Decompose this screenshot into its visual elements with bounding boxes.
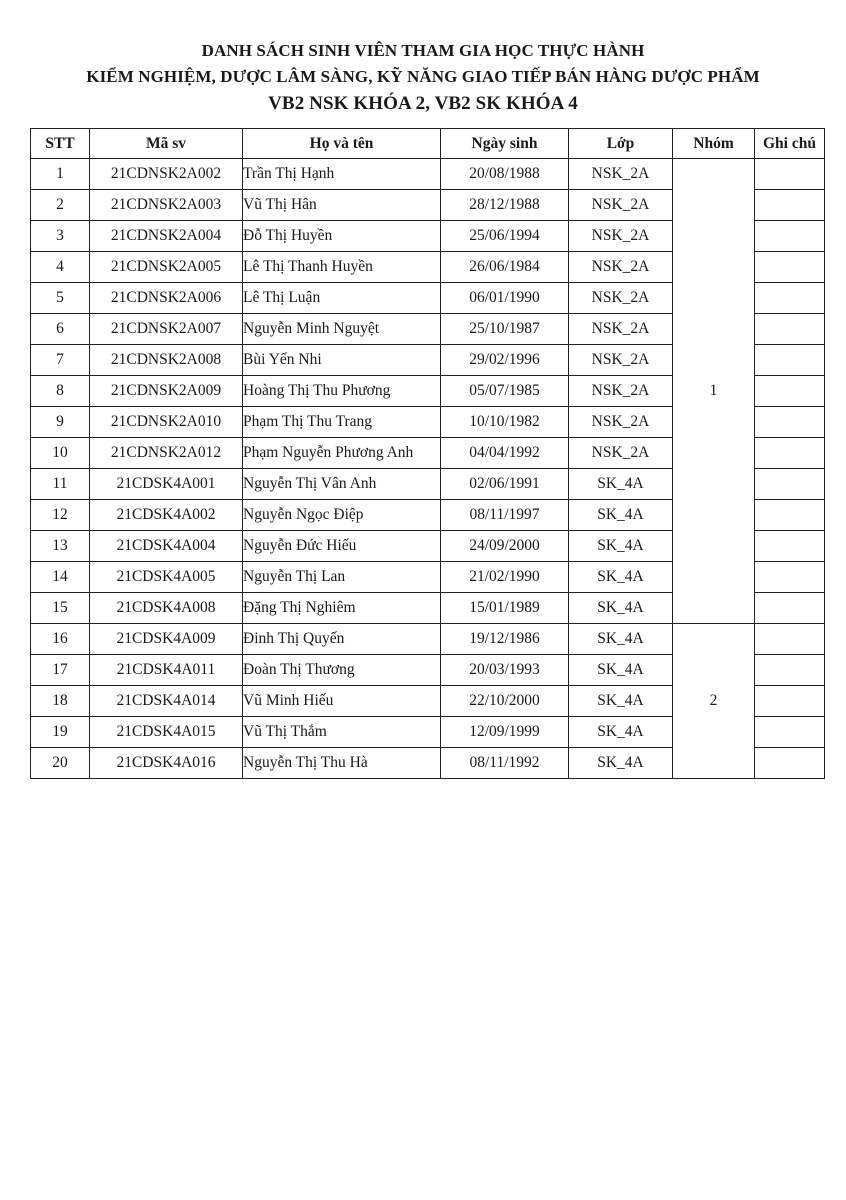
cell-full-name: Vũ Thị Thắm xyxy=(243,717,441,748)
cell-stt: 1 xyxy=(31,159,90,190)
cell-class: SK_4A xyxy=(569,469,673,500)
cell-class: NSK_2A xyxy=(569,190,673,221)
cell-note xyxy=(755,190,825,221)
cell-stt: 14 xyxy=(31,562,90,593)
cell-student-id: 21CDNSK2A009 xyxy=(90,376,243,407)
cell-stt: 5 xyxy=(31,283,90,314)
cell-class: SK_4A xyxy=(569,562,673,593)
cell-full-name: Nguyễn Thị Thu Hà xyxy=(243,748,441,779)
cell-full-name: Vũ Thị Hân xyxy=(243,190,441,221)
cell-student-id: 21CDSK4A011 xyxy=(90,655,243,686)
cell-note xyxy=(755,252,825,283)
cell-stt: 12 xyxy=(31,500,90,531)
cell-stt: 20 xyxy=(31,748,90,779)
cell-class: NSK_2A xyxy=(569,221,673,252)
cell-note xyxy=(755,686,825,717)
cell-birth-date: 20/08/1988 xyxy=(441,159,569,190)
cell-birth-date: 06/01/1990 xyxy=(441,283,569,314)
cell-class: NSK_2A xyxy=(569,438,673,469)
cell-stt: 19 xyxy=(31,717,90,748)
cell-student-id: 21CDNSK2A003 xyxy=(90,190,243,221)
title-line-3: VB2 NSK KHÓA 2, VB2 SK KHÓA 4 xyxy=(268,93,578,114)
cell-note xyxy=(755,748,825,779)
cell-class: SK_4A xyxy=(569,748,673,779)
cell-full-name: Phạm Nguyễn Phương Anh xyxy=(243,438,441,469)
cell-student-id: 21CDSK4A001 xyxy=(90,469,243,500)
cell-note xyxy=(755,221,825,252)
header-full-name: Họ và tên xyxy=(243,129,441,159)
cell-student-id: 21CDNSK2A010 xyxy=(90,407,243,438)
cell-birth-date: 19/12/1986 xyxy=(441,624,569,655)
cell-birth-date: 25/06/1994 xyxy=(441,221,569,252)
cell-stt: 11 xyxy=(31,469,90,500)
cell-note xyxy=(755,438,825,469)
cell-birth-date: 26/06/1984 xyxy=(441,252,569,283)
cell-full-name: Lê Thị Thanh Huyền xyxy=(243,252,441,283)
table-row xyxy=(31,159,825,190)
cell-class: SK_4A xyxy=(569,624,673,655)
cell-student-id: 21CDSK4A015 xyxy=(90,717,243,748)
cell-stt: 10 xyxy=(31,438,90,469)
cell-class: SK_4A xyxy=(569,655,673,686)
cell-class: SK_4A xyxy=(569,593,673,624)
cell-birth-date: 02/06/1991 xyxy=(441,469,569,500)
cell-class: NSK_2A xyxy=(569,376,673,407)
cell-student-id: 21CDSK4A009 xyxy=(90,624,243,655)
cell-stt: 4 xyxy=(31,252,90,283)
cell-class: SK_4A xyxy=(569,686,673,717)
cell-stt: 8 xyxy=(31,376,90,407)
cell-class: SK_4A xyxy=(569,500,673,531)
cell-group: 2 xyxy=(673,624,755,779)
cell-student-id: 21CDNSK2A005 xyxy=(90,252,243,283)
cell-student-id: 21CDSK4A004 xyxy=(90,531,243,562)
cell-stt: 13 xyxy=(31,531,90,562)
cell-class: NSK_2A xyxy=(569,283,673,314)
title-line-2: KIỂM NGHIỆM, DƯỢC LÂM SÀNG, KỸ NĂNG GIAO TIẾP BÁN HÀNG DƯỢC PHẨM xyxy=(86,67,760,86)
cell-group: 1 xyxy=(673,159,755,624)
cell-stt: 18 xyxy=(31,686,90,717)
cell-birth-date: 24/09/2000 xyxy=(441,531,569,562)
cell-birth-date: 21/02/1990 xyxy=(441,562,569,593)
cell-student-id: 21CDSK4A005 xyxy=(90,562,243,593)
header-stt: STT xyxy=(31,129,90,159)
cell-birth-date: 12/09/1999 xyxy=(441,717,569,748)
table-row xyxy=(31,624,825,655)
cell-student-id: 21CDNSK2A002 xyxy=(90,159,243,190)
cell-full-name: Đoàn Thị Thương xyxy=(243,655,441,686)
cell-full-name: Nguyễn Minh Nguyệt xyxy=(243,314,441,345)
header-class: Lớp xyxy=(569,129,673,159)
cell-full-name: Bùi Yến Nhi xyxy=(243,345,441,376)
cell-full-name: Nguyễn Đức Hiếu xyxy=(243,531,441,562)
cell-note xyxy=(755,593,825,624)
header-note: Ghi chú xyxy=(755,129,825,159)
cell-class: NSK_2A xyxy=(569,407,673,438)
cell-note xyxy=(755,469,825,500)
cell-note xyxy=(755,562,825,593)
cell-stt: 9 xyxy=(31,407,90,438)
cell-student-id: 21CDNSK2A008 xyxy=(90,345,243,376)
cell-birth-date: 04/04/1992 xyxy=(441,438,569,469)
cell-class: NSK_2A xyxy=(569,314,673,345)
cell-note xyxy=(755,345,825,376)
cell-stt: 17 xyxy=(31,655,90,686)
cell-note xyxy=(755,531,825,562)
cell-stt: 16 xyxy=(31,624,90,655)
cell-student-id: 21CDSK4A016 xyxy=(90,748,243,779)
cell-birth-date: 29/02/1996 xyxy=(441,345,569,376)
cell-stt: 2 xyxy=(31,190,90,221)
cell-birth-date: 08/11/1992 xyxy=(441,748,569,779)
cell-birth-date: 25/10/1987 xyxy=(441,314,569,345)
cell-class: SK_4A xyxy=(569,531,673,562)
cell-stt: 6 xyxy=(31,314,90,345)
cell-full-name: Đỗ Thị Huyền xyxy=(243,221,441,252)
cell-class: NSK_2A xyxy=(569,345,673,376)
cell-stt: 3 xyxy=(31,221,90,252)
student-table xyxy=(30,128,825,779)
cell-student-id: 21CDSK4A002 xyxy=(90,500,243,531)
cell-student-id: 21CDSK4A008 xyxy=(90,593,243,624)
cell-class: NSK_2A xyxy=(569,252,673,283)
header-student-id: Mã sv xyxy=(90,129,243,159)
cell-student-id: 21CDNSK2A007 xyxy=(90,314,243,345)
cell-full-name: Nguyễn Thị Lan xyxy=(243,562,441,593)
cell-stt: 7 xyxy=(31,345,90,376)
cell-note xyxy=(755,500,825,531)
cell-full-name: Đinh Thị Quyến xyxy=(243,624,441,655)
table-header-row xyxy=(31,129,825,159)
cell-full-name: Phạm Thị Thu Trang xyxy=(243,407,441,438)
cell-note xyxy=(755,624,825,655)
cell-full-name: Nguyễn Thị Vân Anh xyxy=(243,469,441,500)
cell-student-id: 21CDNSK2A004 xyxy=(90,221,243,252)
cell-full-name: Vũ Minh Hiếu xyxy=(243,686,441,717)
title-line-1: DANH SÁCH SINH VIÊN THAM GIA HỌC THỰC HÀNH xyxy=(201,41,645,60)
cell-note xyxy=(755,314,825,345)
cell-note xyxy=(755,283,825,314)
cell-class: SK_4A xyxy=(569,717,673,748)
cell-student-id: 21CDSK4A014 xyxy=(90,686,243,717)
cell-full-name: Trần Thị Hạnh xyxy=(243,159,441,190)
cell-note xyxy=(755,407,825,438)
cell-birth-date: 05/07/1985 xyxy=(441,376,569,407)
cell-birth-date: 10/10/1982 xyxy=(441,407,569,438)
cell-birth-date: 15/01/1989 xyxy=(441,593,569,624)
cell-birth-date: 08/11/1997 xyxy=(441,500,569,531)
table-body xyxy=(31,159,825,779)
cell-note xyxy=(755,159,825,190)
cell-stt: 15 xyxy=(31,593,90,624)
cell-student-id: 21CDNSK2A006 xyxy=(90,283,243,314)
cell-birth-date: 28/12/1988 xyxy=(441,190,569,221)
cell-birth-date: 22/10/2000 xyxy=(441,686,569,717)
cell-student-id: 21CDNSK2A012 xyxy=(90,438,243,469)
cell-birth-date: 20/03/1993 xyxy=(441,655,569,686)
cell-class: NSK_2A xyxy=(569,159,673,190)
cell-note xyxy=(755,655,825,686)
cell-note xyxy=(755,376,825,407)
document-header xyxy=(0,38,846,118)
cell-full-name: Đặng Thị Nghiêm xyxy=(243,593,441,624)
cell-note xyxy=(755,717,825,748)
cell-full-name: Nguyễn Ngọc Điệp xyxy=(243,500,441,531)
header-group: Nhóm xyxy=(673,129,755,159)
cell-full-name: Lê Thị Luận xyxy=(243,283,441,314)
header-birth-date: Ngày sinh xyxy=(441,129,569,159)
cell-full-name: Hoàng Thị Thu Phương xyxy=(243,376,441,407)
